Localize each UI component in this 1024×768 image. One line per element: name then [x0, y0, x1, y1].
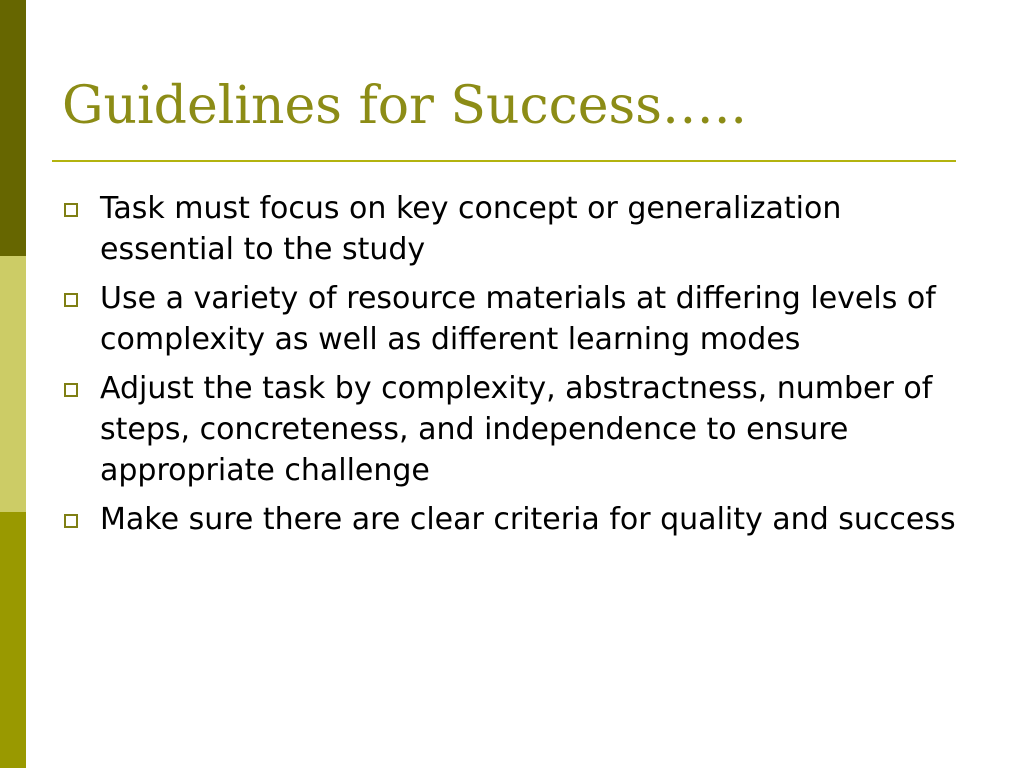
bullet-list [62, 188, 962, 548]
bullet-text: Make sure there are clear criteria for quality and success [100, 502, 956, 537]
hollow-square-icon [64, 293, 78, 307]
bullet-item [62, 188, 962, 270]
bullet-item [62, 368, 962, 491]
bullet-text: Use a variety of resource materials at differing levels of complexity as well as different learning modes [100, 281, 936, 357]
hollow-square-icon [64, 514, 78, 528]
bullet-text: Task must focus on key concept or generalization essential to the study [100, 191, 842, 267]
title-divider [52, 160, 956, 162]
bullet-item [62, 499, 962, 540]
slide-title: Guidelines for Success….. [62, 76, 747, 136]
hollow-square-icon [64, 383, 78, 397]
bullet-item [62, 278, 962, 360]
accent-bar-top [0, 0, 26, 256]
bullet-text: Adjust the task by complexity, abstractness, number of steps, concreteness, and independence to ensure appropriate challenge [100, 371, 933, 488]
hollow-square-icon [64, 203, 78, 217]
accent-bar-middle [0, 256, 26, 512]
accent-bar-bottom [0, 512, 26, 768]
